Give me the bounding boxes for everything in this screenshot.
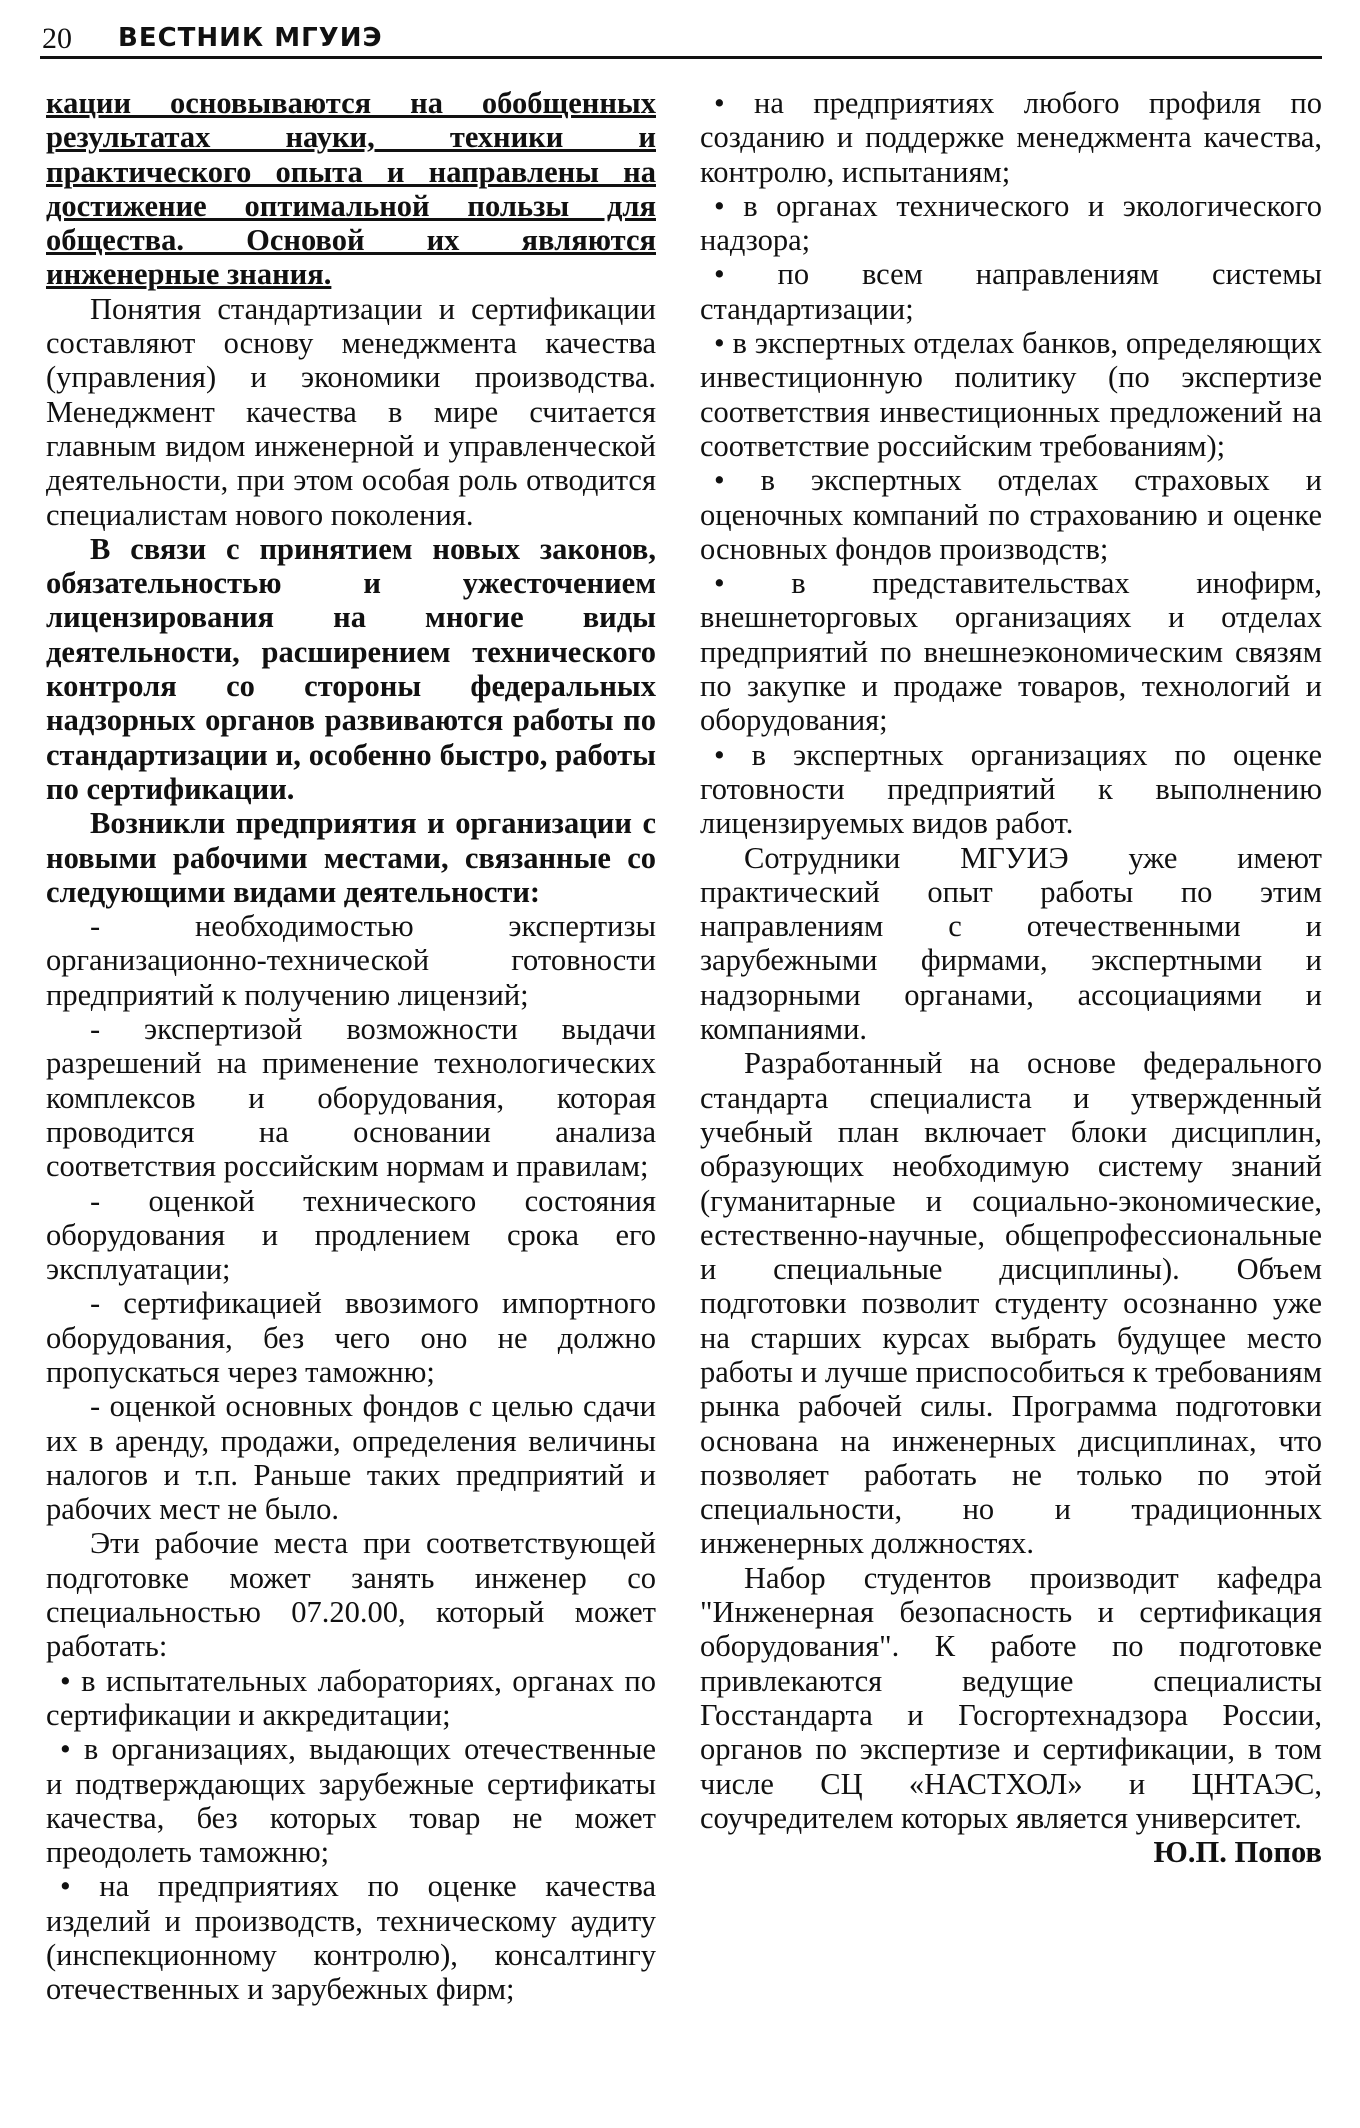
lead-paragraph: кации основываются на обобщенных результатах науки, техники и практического опыта и направлены на достижение оптимальной пользы для общества. Основой их являются инженерные знания. [46,86,656,292]
dash-item: - экспертизой возможности выдачи разрешений на применение технологических комплексов и оборудования, которая проводится на основании анализа соответствия российским нормам и правилам; [46,1012,656,1184]
bullet-item: • на предприятиях любого профиля по созданию и поддержке менеджмента качества, контролю, испытаниям; [700,86,1322,189]
paragraph-enrollment: Набор студентов производит кафедра "Инженерная безопасность и сертификация оборудования". К работе по подготовке привлекаются ведущие специалисты Госстандарта и Госгортехнадзора России, органов по экспертизе и сертификации, в том числе СЦ «НАСТХОЛ» и ЦНТАЭС, соучредителем которых является университет. [700,1560,1322,1835]
paragraph-curriculum: Разработанный на основе федерального стандарта специалиста и утвержденный учебный план включает блоки дисциплин, образующих необходимую систему знаний (гуманитарные и социально-экономические, естественно-научные, общепрофессиональные и специальные дисциплины). Объем подготовки позволит студенту осознанно уже на старших курсах выбрать будущее место работы и лучше приспособиться к требованиям рынка рабочей силы. Программа подготовки основана на инженерных дисциплинах, что позволяет работать не только по этой специальности, но и традиционных инженерных должностях. [700,1046,1322,1561]
paragraph-concepts: Понятия стандартизации и сертификации составляют основу менеджмента качества (управления) и экономики производства. Менеджмент качества в мире считается главным видом инженерной и управленческой деятельности, при этом особая роль отводится специалистам нового поколения. [46,291,656,532]
bullet-item: • в организациях, выдающих отечественные и подтверждающих зарубежные сертификаты качества, без которых товар не может преодолеть таможню; [46,1732,656,1870]
paragraph-new-jobs: Возникли предприятия и организации с новыми рабочими местами, связанные со следующими видами деятельности: [46,806,656,909]
dash-item: - оценкой технического состояния оборудования и продлением срока его эксплуатации; [46,1183,656,1287]
bullet-item: • в представительствах инофирм, внешнеторговых организациях и отделах предприятий по внешнеэкономическим связям по закупке и продаже товаров, технологий и оборудования; [700,566,1322,738]
bullet-item: • в испытательных лабораториях, органах по сертификации и аккредитации; [46,1663,656,1732]
author-signature: Ю.П. Попов [1153,1835,1322,1870]
page-number: 20 [42,22,72,55]
right-column [700,86,1322,1869]
bullet-item: • в экспертных отделах банков, определяющих инвестиционную политику (по экспертизе соответствия инвестиционных предложений на соответствие российским требованиям); [700,326,1322,463]
dash-item: - сертификацией ввозимого импортного оборудования, без чего оно не должно пропускаться через таможню; [46,1286,656,1389]
left-column [46,86,656,2007]
bullet-item: • в экспертных организациях по оценке готовности предприятий к выполнению лицензируемых видов работ. [700,737,1322,841]
bullet-item: • в органах технического и экологического надзора; [700,188,1322,258]
paragraph-engineer: Эти рабочие места при соответствующей подготовке может занять инженер со специальностью 07.20.00, который может работать: [46,1526,656,1664]
bullet-item: • по всем направлениям системы стандартизации; [700,257,1322,326]
page-header [40,20,1322,59]
dash-item: - оценкой основных фондов с целью сдачи их в аренду, продажи, определения величины налогов и т.п. Раньше таких предприятий и рабочих мест не было. [46,1389,656,1527]
paragraph-laws: В связи с принятием новых законов, обязательностью и ужесточением лицензирования на многие виды деятельности, расширением технического контроля со стороны федеральных надзорных органов развиваются работы по стандартизации и, особенно быстро, работы по сертификации. [46,531,656,806]
bullet-item: • на предприятиях по оценке качества изделий и производств, техническому аудиту (инспекционному контролю), консалтингу отечественных и зарубежных фирм; [46,1869,656,2007]
paragraph-staff: Сотрудники МГУИЭ уже имеют практический опыт работы по этим направлениям с отечественными и зарубежными фирмами, экспертными и надзорными органами, ассоциациями и компаниями. [700,840,1322,1047]
dash-item: - необходимостью экспертизы организационно-технической готовности предприятий к получению лицензий; [46,909,656,1012]
journal-title: ВЕСТНИК МГУИЭ [118,23,383,53]
bullet-item: • в экспертных отделах страховых и оценочных компаний по страхованию и оценке основных фондов производств; [700,463,1322,566]
